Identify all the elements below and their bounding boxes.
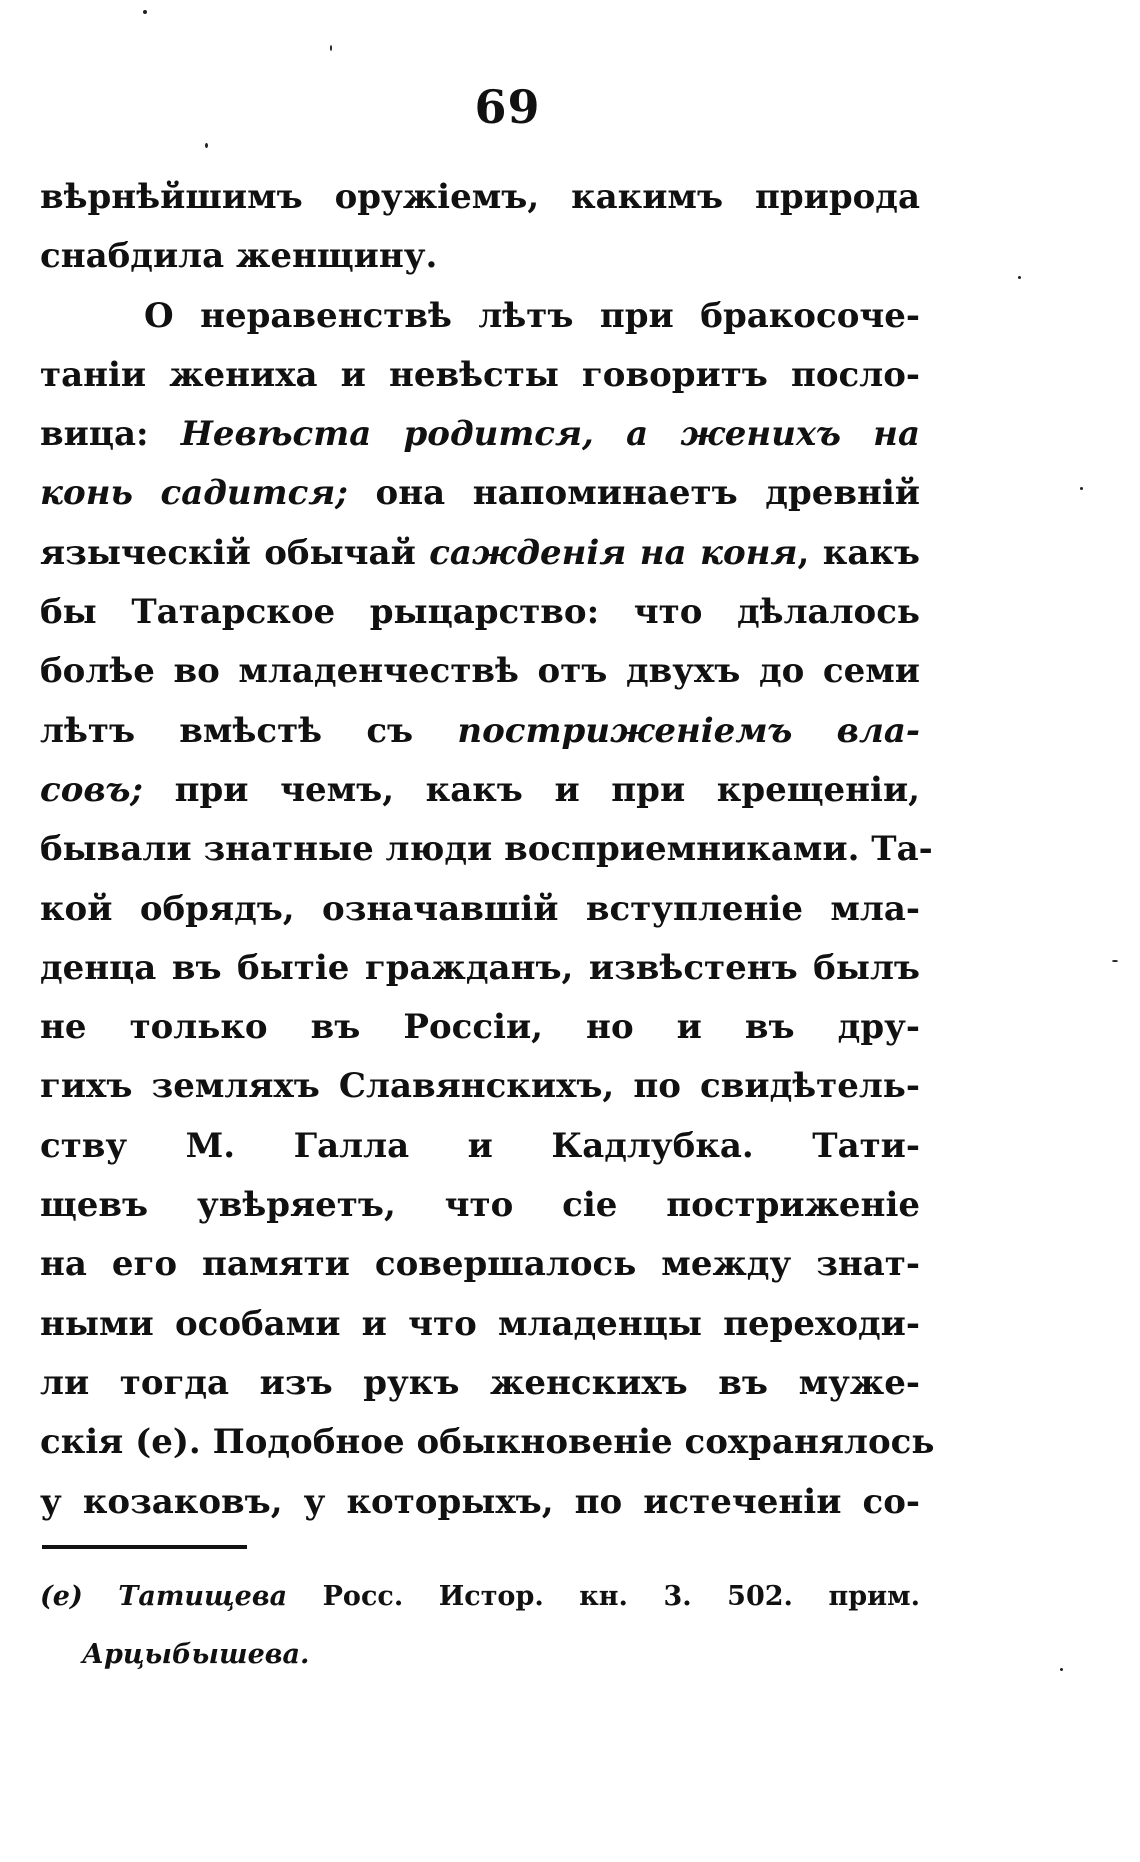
- body-line: [40, 761, 920, 820]
- body-segment: ству М. Галла и Кадлубка. Тати-: [40, 1125, 920, 1166]
- print-speck: [1112, 960, 1118, 962]
- body-segment: гихъ земляхъ Славянскихъ, по свидѣтель-: [40, 1066, 920, 1107]
- body-line: [40, 1295, 920, 1354]
- print-speck: [1080, 487, 1083, 490]
- body-line: [40, 227, 920, 286]
- body-segment: Невѣста родится, а женихъ на: [180, 414, 920, 455]
- print-speck: [1018, 276, 1021, 279]
- body-segment: снабдила женщину.: [40, 236, 438, 277]
- body-line: [40, 464, 920, 523]
- body-line: [40, 1473, 920, 1532]
- body-segment: она напоминаетъ древній: [347, 473, 920, 514]
- footnote-line: [40, 1626, 920, 1684]
- body-segment: вѣрнѣйшимъ оружіемъ, какимъ природа: [40, 177, 920, 217]
- body-segment: вица:: [40, 414, 181, 455]
- body-segment: лѣтъ вмѣстѣ съ: [40, 710, 458, 751]
- body-segment: сажденія на коня: [429, 532, 798, 573]
- footnote-line: [40, 1568, 920, 1626]
- body-text: [40, 168, 935, 1532]
- body-segment: бы Татарское рыцарство: что дѣлалось: [40, 592, 920, 633]
- body-line: [40, 1057, 920, 1116]
- body-line: [40, 939, 920, 998]
- body-line: [40, 702, 920, 761]
- print-speck: [205, 143, 208, 148]
- footnote-segment: Арцыбышева.: [82, 1639, 310, 1670]
- page-number: 69: [474, 80, 541, 134]
- body-line: [40, 346, 920, 405]
- body-line: [40, 524, 920, 583]
- body-line: [40, 405, 920, 464]
- body-segment: языческій обычай: [40, 532, 430, 573]
- body-segment: ли тогда изъ рукъ женскихъ въ муже-: [40, 1362, 920, 1403]
- print-speck: [330, 45, 332, 51]
- body-line: [40, 998, 920, 1057]
- body-line: [40, 168, 920, 227]
- body-line: [40, 287, 920, 346]
- footnote: [40, 1568, 920, 1684]
- body-line: [40, 1176, 920, 1235]
- body-segment: не только въ Россіи, но и въ дру-: [40, 1007, 920, 1048]
- body-segment: постриженіемъ вла-: [457, 710, 920, 751]
- footnote-segment: Татищева: [118, 1581, 288, 1612]
- footnote-divider: [42, 1545, 247, 1549]
- body-segment: совъ;: [40, 769, 143, 810]
- footnote-segment: (е): [40, 1581, 119, 1612]
- body-line: [40, 1354, 920, 1413]
- body-line: [40, 642, 920, 701]
- body-segment: ными особами и что младенцы переходи-: [40, 1303, 920, 1344]
- body-segment: при чемъ, какъ и при крещеніи,: [142, 769, 920, 810]
- body-segment: денца въ бытіе гражданъ, извѣстенъ былъ: [40, 947, 920, 988]
- body-segment: скія (е). Подобное обыкновеніе сохранялось: [40, 1422, 935, 1463]
- body-segment: , какъ: [797, 532, 920, 573]
- body-line: [40, 1117, 920, 1176]
- body-line: [40, 1413, 935, 1472]
- body-segment: кой обрядъ, означавшій вступленіе мла-: [40, 888, 920, 929]
- body-segment: бывали знатные люди восприемниками. Та-: [40, 829, 933, 870]
- body-segment: О неравенствѣ лѣтъ при бракосоче-: [144, 295, 920, 336]
- body-segment: болѣе во младенчествѣ отъ двухъ до семи: [40, 651, 920, 692]
- body-line: [40, 880, 920, 939]
- body-segment: у козаковъ, у которыхъ, по истеченіи со-: [40, 1481, 920, 1522]
- body-line: [40, 820, 933, 879]
- body-segment: конь садится;: [40, 473, 348, 514]
- body-line: [40, 1235, 920, 1294]
- body-line: [40, 583, 920, 642]
- body-segment: щевъ увѣряетъ, что сіе постриженіе: [40, 1185, 920, 1226]
- footnote-segment: Росс. Истор. кн. 3. 502. прим.: [287, 1581, 920, 1612]
- body-segment: таніи жениха и невѣсты говоритъ посло-: [40, 354, 920, 395]
- body-segment: на его памяти совершалось между знат-: [40, 1244, 920, 1285]
- print-speck: [1060, 1668, 1063, 1671]
- print-speck: [143, 10, 147, 14]
